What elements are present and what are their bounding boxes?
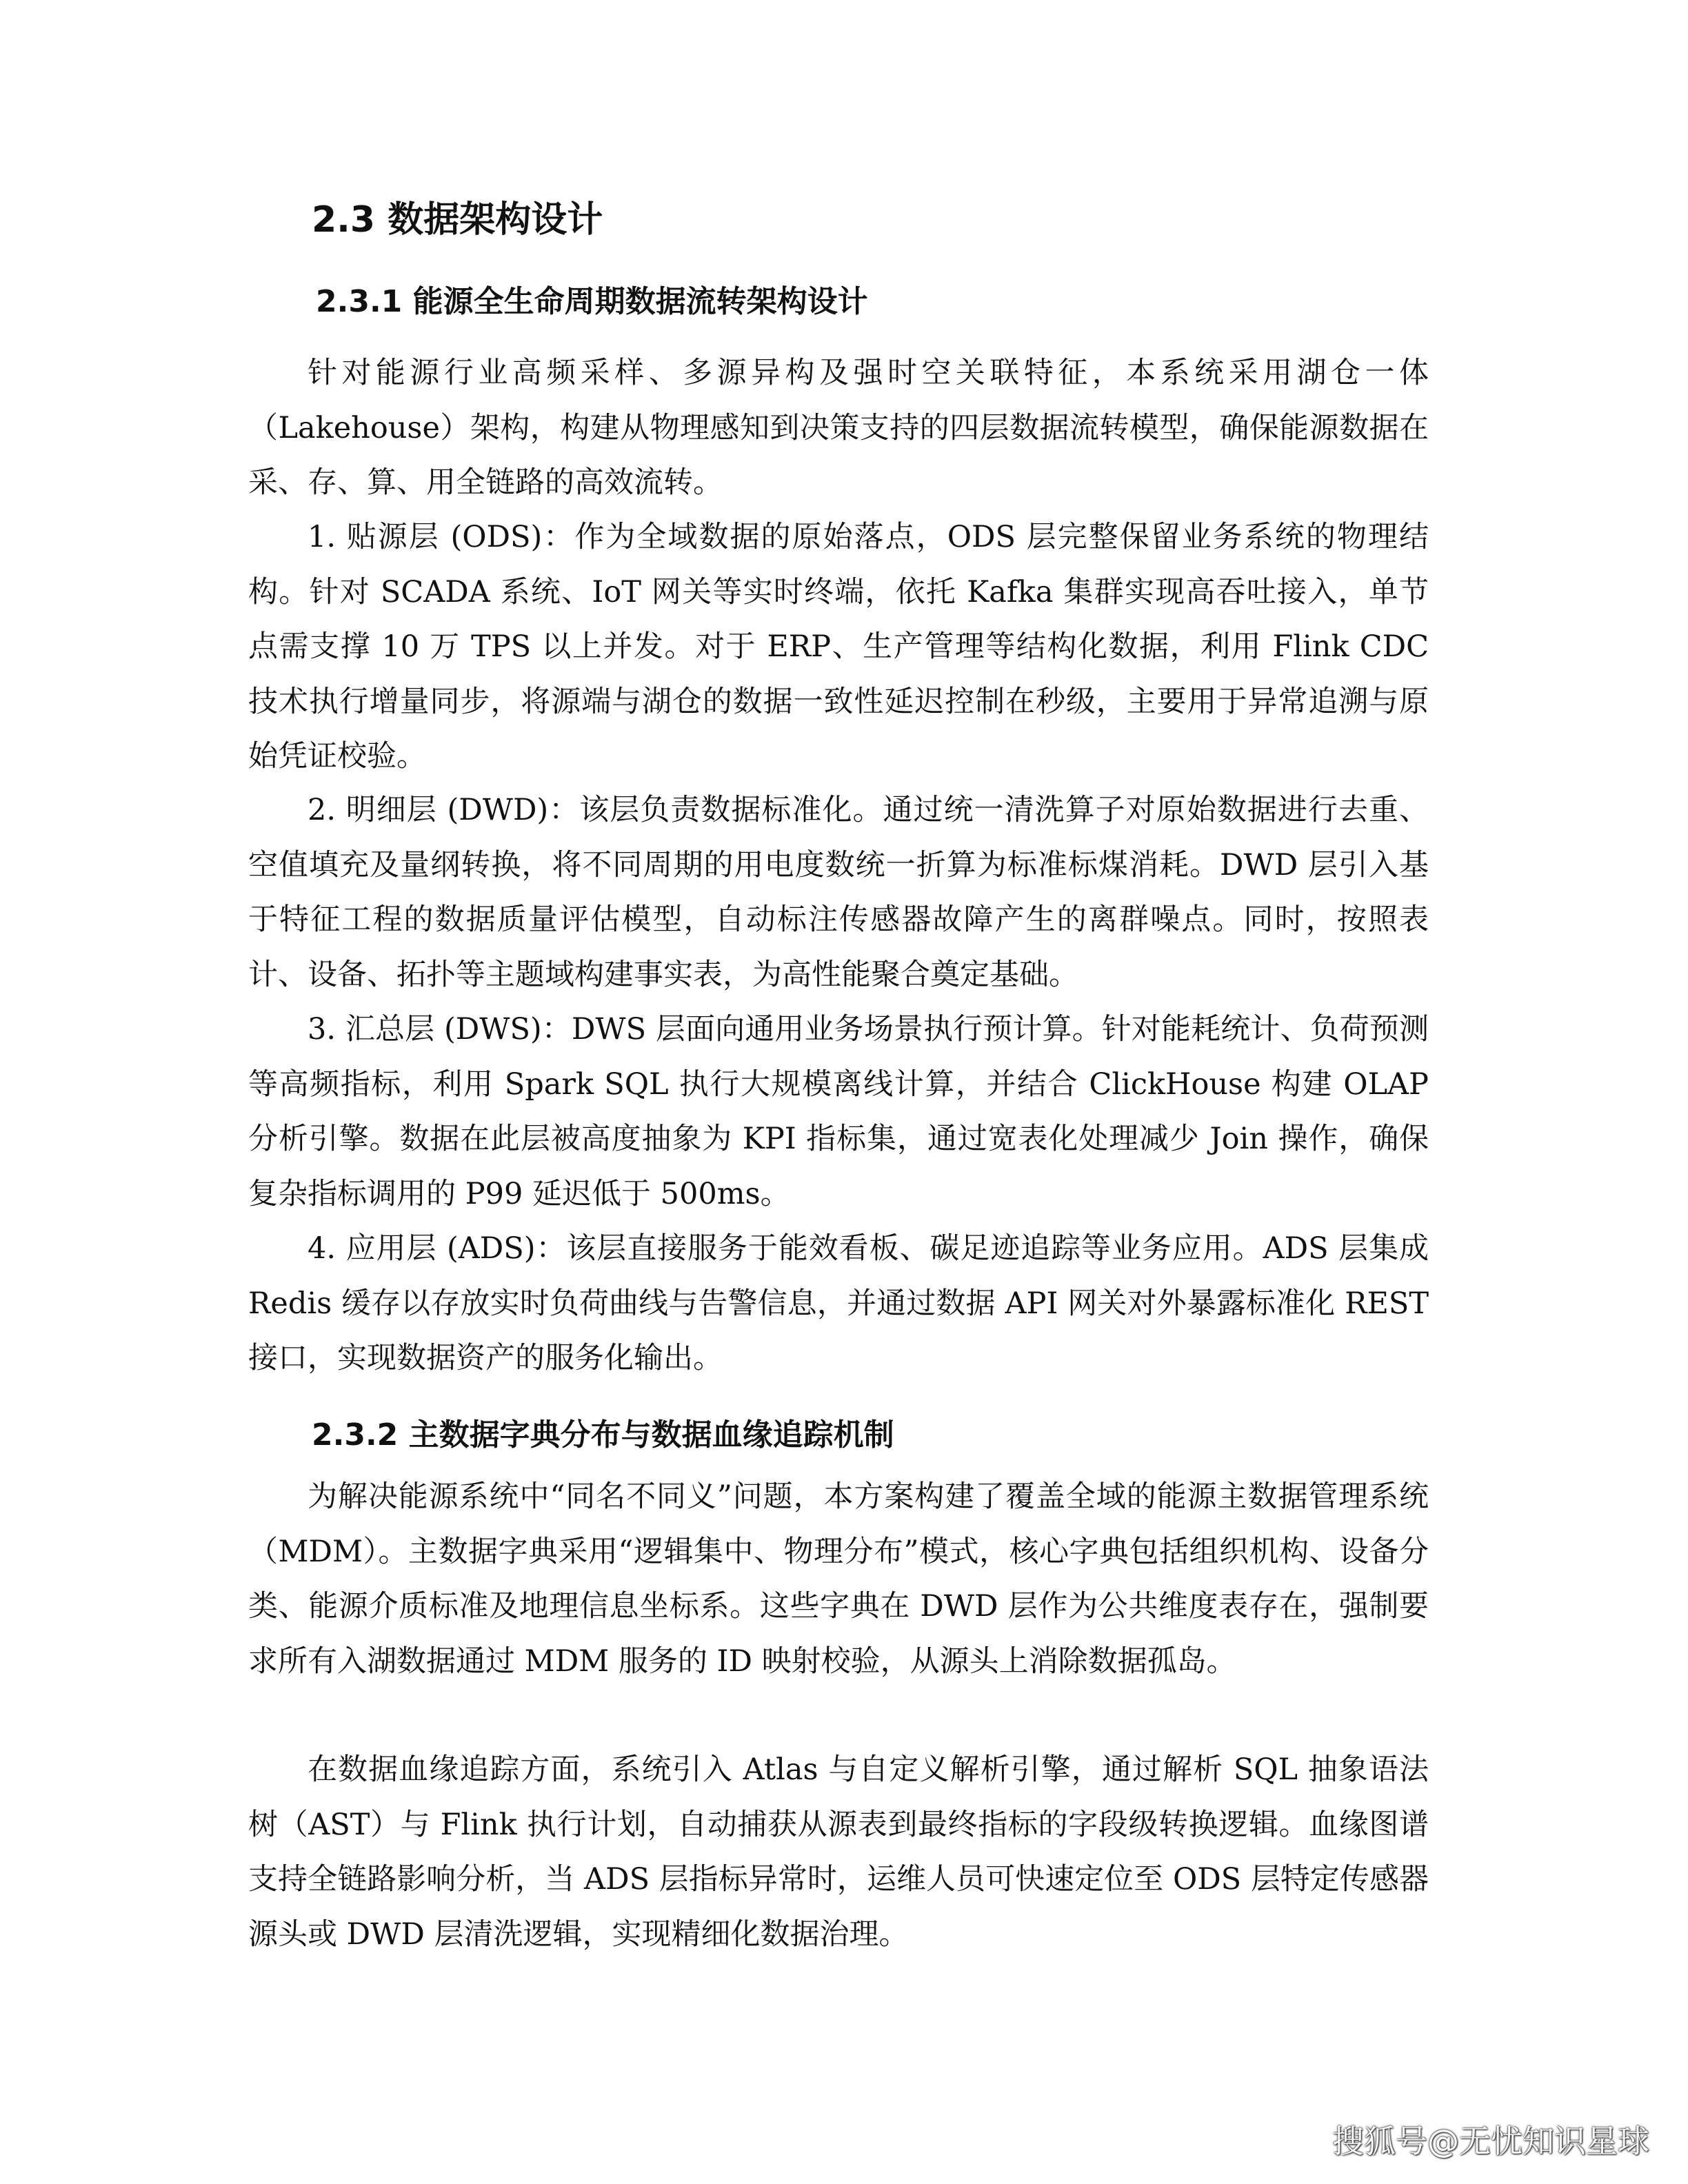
list-item-ads: 4. 应用层 (ADS)：该层直接服务于能效看板、碳足迹追踪等业务应用。ADS 层集成 Redis 缓存以存放实时负荷曲线与告警信息，并通过数据 API 网关对外暴露标准化 REST 接口，实现数据资产的服务化输出。 [248,1231,1429,1375]
lineage-paragraph: 在数据血缘追踪方面，系统引入 Atlas 与自定义解析引擎，通过解析 SQL 抽象语法树（AST）与 Flink 执行计划，自动捕获从源表到最终指标的字段级转换逻辑。血缘图谱支持全链路影响分析，当 ADS 层指标异常时，运维人员可快速定位至 ODS 层特定传感器源头或 DWD 层清洗逻辑，实现精细化数据治理。 [248,1752,1429,1952]
list-item-dwd: 2. 明细层 (DWD)：该层负责数据标准化。通过统一清洗算子对原始数据进行去重、空值填充及量纲转换，将不同周期的用电度数统一折算为标准标煤消耗。DWD 层引入基于特征工程的数据质量评估模型，自动标注传感器故障产生的离群噪点。同时，按照表计、设备、拓扑等主题域构建事实表，为高性能聚合奠定基础。 [248,793,1429,992]
subsection-heading-lifecycle: 2.3.1 能源全生命周期数据流转架构设计 [316,284,868,319]
section-heading: 2.3 数据架构设计 [312,199,603,241]
list-item-ods: 1. 贴源层 (ODS)：作为全域数据的原始落点，ODS 层完整保留业务系统的物理结构。针对 SCADA 系统、IoT 网关等实时终端，依托 Kafka 集群实现高吞吐接入，单节点需支撑 10 万 TPS 以上并发。对于 ERP、生产管理等结构化数据，利用 Flink CDC 技术执行增量同步，将源端与湖仓的数据一致性延迟控制在秒级，主要用于异常追溯与原始凭证校验。 [248,520,1429,774]
mdm-paragraph: 为解决能源系统中“同名不同义”问题，本方案构建了覆盖全域的能源主数据管理系统（MDM）。主数据字典采用“逻辑集中、物理分布”模式，核心字典包括组织机构、设备分类、能源介质标准及地理信息坐标系。这些字典在 DWD 层作为公共维度表存在，强制要求所有入湖数据通过 MDM 服务的 ID 映射校验，从源头上消除数据孤岛。 [248,1479,1429,1679]
watermark: 搜狐号@无忧知识星球 [1332,2123,1649,2160]
intro-paragraph: 针对能源行业高频采样、多源异构及强时空关联特征，本系统采用湖仓一体（Lakehouse）架构，构建从物理感知到决策支持的四层数据流转模型，确保能源数据在采、存、算、用全链路的高效流转。 [248,356,1429,500]
subsection-heading-mdm-lineage: 2.3.2 主数据字典分布与数据血缘追踪机制 [312,1417,894,1453]
list-item-dws: 3. 汇总层 (DWS)：DWS 层面向通用业务场景执行预计算。针对能耗统计、负荷预测等高频指标，利用 Spark SQL 执行大规模离线计算，并结合 ClickHouse 构建 OLAP 分析引擎。数据在此层被高度抽象为 KPI 指标集，通过宽表化处理减少 Join 操作，确保复杂指标调用的 P99 延迟低于 500ms。 [248,1012,1429,1211]
